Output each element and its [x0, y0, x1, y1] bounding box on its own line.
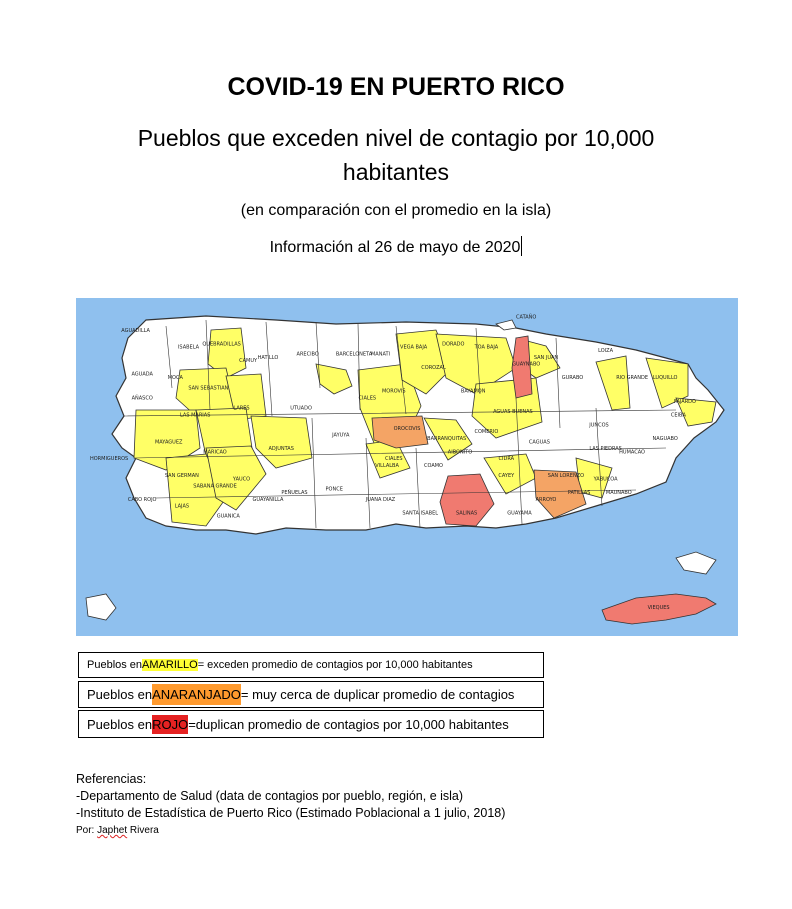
- municipality-label-orocovis: OROCOVIS: [393, 425, 421, 432]
- legend-anaranjado-prefix: Pueblos en: [87, 687, 153, 702]
- municipality-label-juncos: JUNCOS: [589, 422, 609, 429]
- municipality-label-loiza: LOIZA: [598, 348, 614, 355]
- municipality-label-camuy: CAMUY: [239, 358, 258, 365]
- municipality-label-barranquitas: BARRANQUITAS: [427, 436, 467, 442]
- byline: [76, 822, 505, 839]
- municipality-label-cidra: CIDRA: [498, 456, 515, 463]
- legend-rojo-suffix: =duplican promedio de contagios por 10,000 habitantes: [188, 716, 509, 732]
- municipality-label-quebradillas: QUEBRADILLAS: [202, 341, 241, 348]
- municipality-label-san-lorenzo: SAN LORENZO: [547, 473, 585, 480]
- municipality-label-arroyo: ARROYO: [535, 496, 557, 503]
- municipality-label-hormigueros: HORMIGUEROS: [89, 456, 129, 463]
- municipality-label-fajardo: FAJARDO: [674, 398, 696, 405]
- legend-rojo-highlight: ROJO: [152, 716, 189, 732]
- municipality-label-isabela: ISABELA: [177, 344, 200, 351]
- municipality-label-manati: MANATI: [370, 351, 391, 358]
- legend-rojo-prefix: Pueblos en: [87, 716, 153, 732]
- legend-anaranjado-highlight: ANARANJADO: [152, 684, 241, 705]
- municipality-label-villalba: VILLALBA: [375, 463, 399, 469]
- municipality-label-vieques: VIEQUES: [647, 605, 670, 611]
- municipality-label-guaynabo: GUAYNABO: [512, 361, 541, 368]
- municipality-label-morovis: MOROVIS: [381, 388, 406, 395]
- legend-amarillo-highlight: AMARILLO: [142, 659, 198, 671]
- byline-name: Japhet: [97, 825, 128, 836]
- byline-prefix: Por:: [76, 825, 98, 836]
- municipality-label-patillas: PATILLAS: [567, 490, 591, 496]
- municipality-label-bayamon: BAYAMON: [460, 388, 486, 395]
- legend-rojo: [78, 710, 544, 738]
- municipality-label-juana-diaz: JUANA DIAZ: [365, 496, 396, 503]
- municipality-label-lares: LARES: [233, 405, 250, 412]
- municipality-label-las-marias: LAS MARIAS: [180, 412, 211, 419]
- municipality-label-naguabo: NAGUABO: [652, 436, 678, 442]
- municipality-label-ponce: PONCE: [325, 486, 343, 493]
- legend-amarillo-prefix: Pueblos en: [87, 659, 143, 671]
- text-cursor: [521, 236, 522, 256]
- municipality-label-vega-baja: VEGA BAJA: [400, 344, 428, 351]
- municipality-label-toa-baja: TOA BAJA: [474, 344, 499, 351]
- references-heading: Referencias:: [76, 772, 147, 786]
- municipality-label-salinas: SALINAS: [455, 510, 478, 517]
- municipality-label-humacao: HUMACAO: [619, 449, 646, 456]
- municipality-label-yabucoa: YABUCOA: [593, 476, 618, 483]
- municipality-label-aibonito: AIBONITO: [447, 449, 473, 456]
- page-title: COVID-19 EN PUERTO RICO: [227, 73, 565, 101]
- municipality-label-maricao: MARICAO: [203, 449, 227, 456]
- municipality-label-sabana-grande: SABANA GRANDE: [193, 483, 237, 490]
- municipality-label-ciales: CIALES: [358, 395, 377, 402]
- municipality-label-arecibo: ARECIBO: [296, 351, 319, 358]
- municipality-label-rio-grande: RIO GRANDE: [616, 375, 648, 382]
- reference-item: -Instituto de Estadística de Puerto Rico (Estimado Poblacional a 1 julio, 2018): [76, 806, 506, 820]
- map-svg: [76, 298, 738, 636]
- municipality-label-guayanilla: GUAYANILLA: [252, 496, 284, 503]
- municipality-label-dorado: DORADO: [442, 341, 465, 348]
- byline-suffix: Rivera: [127, 825, 159, 836]
- references: [76, 771, 505, 839]
- municipality-label-cataño: CATAÑO: [516, 314, 537, 321]
- municipality-label-hatillo: HATILLO: [257, 354, 279, 361]
- municipality-label-aguas-buenas: AGUAS BUENAS: [493, 408, 533, 415]
- reference-item: -Departamento de Salud (data de contagios por pueblo, región, e isla): [76, 789, 464, 803]
- municipality-label-añasco: AÑASCO: [131, 395, 153, 402]
- municipality-label-cabo-rojo: CABO ROJO: [127, 496, 157, 503]
- municipality-label-san-german: SAN GERMAN: [164, 473, 199, 480]
- municipality-label-ceiba: CEIBA: [670, 412, 686, 419]
- municipality-label-moca: MOCA: [167, 375, 183, 382]
- puerto-rico-map: [76, 298, 738, 636]
- municipality-label-aguadilla: AGUADILLA: [121, 327, 150, 334]
- municipality-label-guanica: GUANICA: [216, 513, 240, 520]
- municipality-label-san-juan: SAN JUAN: [533, 354, 559, 361]
- municipality-label-maunabo: MAUNABO: [605, 490, 632, 496]
- comparison-note: (en comparación con el promedio en la isla): [240, 202, 552, 219]
- legend-amarillo: [78, 652, 544, 678]
- municipality-label-san-sebastian: SAN SEBASTIAN: [188, 385, 229, 392]
- municipality-label-barceloneta: BARCELONETA: [335, 351, 373, 358]
- municipality-label-coamo: COAMO: [423, 463, 444, 469]
- municipality-label-cayey: CAYEY: [498, 473, 515, 480]
- municipality-label-santa-isabel: SANTA ISABEL: [402, 510, 439, 517]
- page-subtitle: Pueblos que exceden nivel de contagio por 10,000 habitantes: [137, 125, 655, 185]
- municipality-label-luquillo: LUQUILLO: [652, 375, 678, 382]
- municipality-label-las-piedras: LAS PIEDRAS: [589, 446, 622, 453]
- municipality-label-lajas: LAJAS: [174, 503, 190, 510]
- municipality-label-gurabo: GURABO: [561, 375, 584, 382]
- municipality-label-comerio: COMERIO: [474, 429, 499, 436]
- legend-anaranjado-suffix: = muy cerca de duplicar promedio de contagios: [240, 687, 515, 702]
- municipality-label-caguas: CAGUAS: [528, 439, 550, 446]
- municipality-label-adjuntas: ADJUNTAS: [268, 446, 294, 453]
- municipality-label-jayuya: JAYUYA: [332, 432, 350, 439]
- municipality-label-yauco: YAUCO: [232, 476, 251, 483]
- municipality-label-aguada: AGUADA: [131, 371, 153, 378]
- legend-amarillo-suffix: = exceden promedio de contagios por 10,000 habitantes: [197, 659, 473, 671]
- date-note-text: Información al 26 de mayo de 2020: [269, 239, 521, 256]
- municipality-label-ciales: CIALES: [385, 456, 403, 463]
- municipality-label-corozal: COROZAL: [421, 365, 446, 371]
- municipality-label-guayama: GUAYAMA: [507, 510, 532, 517]
- date-note: [0, 236, 792, 257]
- municipality-label-utuado: UTUADO: [290, 405, 312, 412]
- municipality-label-peñuelas: PEÑUELAS: [281, 490, 308, 496]
- municipality-label-mayaguez: MAYAGUEZ: [154, 439, 183, 446]
- legend-anaranjado: [78, 681, 544, 708]
